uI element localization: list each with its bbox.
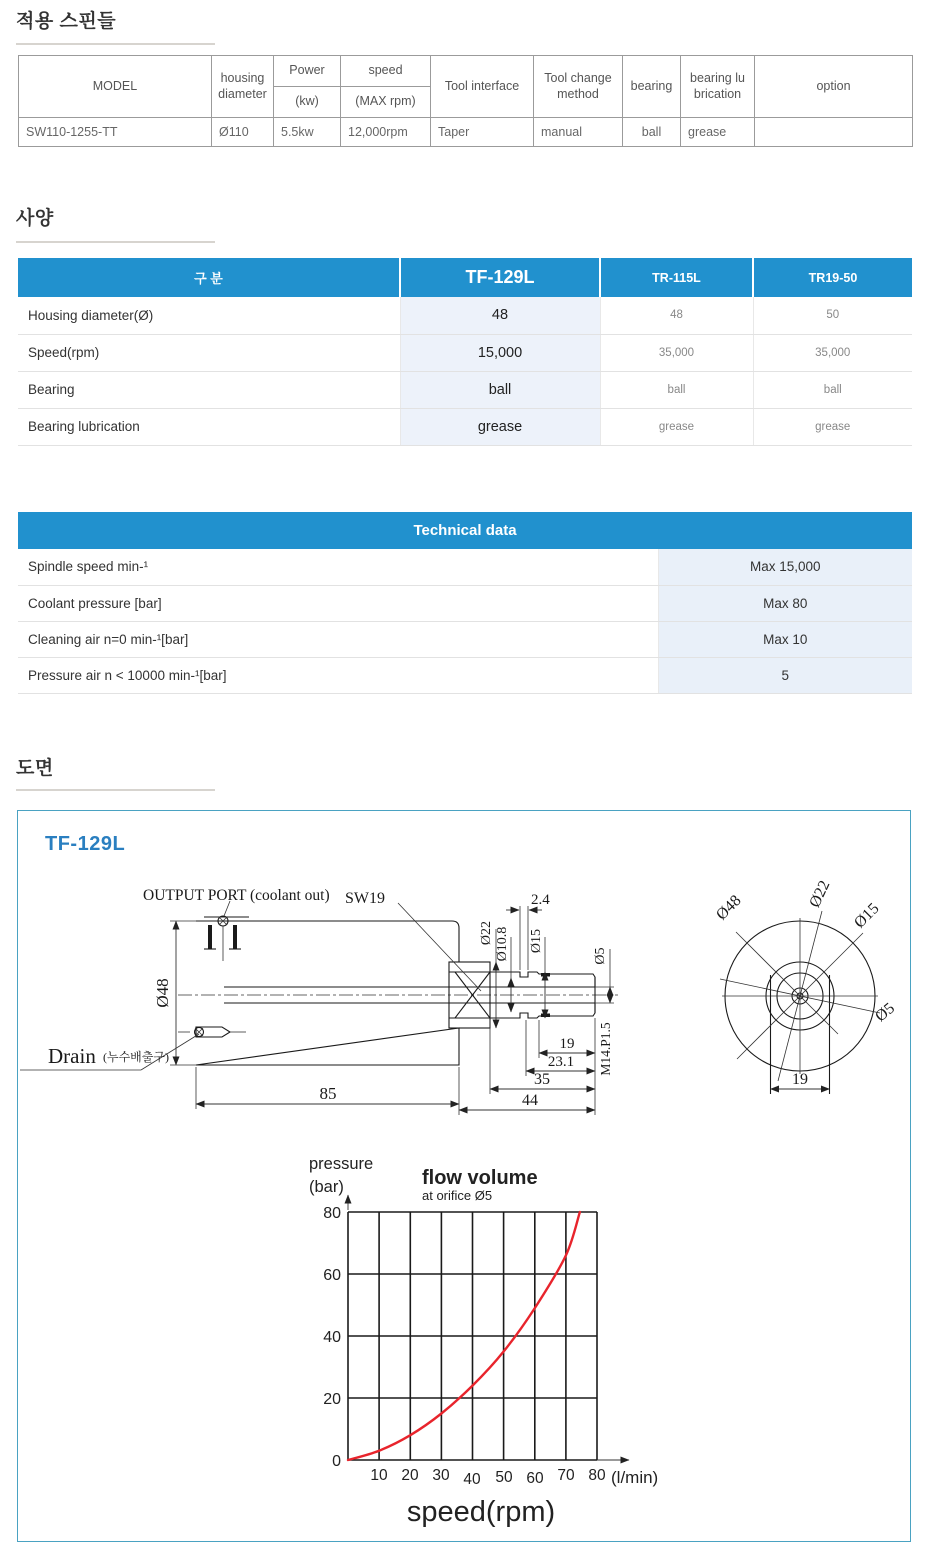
- x-tick: 20: [401, 1467, 419, 1484]
- cell-tool-change: manual: [534, 118, 623, 147]
- leader-d48: [736, 932, 838, 1034]
- dim-text-23-1: 23.1: [547, 1054, 575, 1070]
- spec-header-tr19-50: TR19-50: [753, 258, 912, 297]
- spec-tr19-value: grease: [753, 408, 912, 445]
- front-dim-d22: Ø22: [806, 878, 834, 911]
- col-header-bearing: bearing: [623, 56, 681, 118]
- chart-title: flow volume: [422, 1167, 538, 1189]
- spec-label: Housing diameter(Ø): [18, 297, 400, 334]
- flow-volume-chart: [309, 1155, 658, 1528]
- spec-tr19-value: 50: [753, 297, 912, 334]
- spec-label: Speed(rpm): [18, 334, 400, 371]
- model-table-row: [19, 118, 913, 147]
- spec-header-label: 구 분: [18, 258, 400, 297]
- col-header-tool-interface: Tool interface: [431, 56, 534, 118]
- col-header-speed-unit: (MAX rpm): [341, 87, 431, 118]
- tech-label: Spindle speed min-¹: [18, 549, 658, 585]
- spec-label: Bearing: [18, 371, 400, 408]
- y-tick: 20: [323, 1391, 341, 1408]
- spec-row-speed: [18, 334, 912, 371]
- spec-row-bearing: [18, 371, 912, 408]
- x-tick: 80: [588, 1467, 606, 1484]
- technical-row-coolant-pressure: [18, 585, 912, 621]
- port-bolt: [233, 925, 237, 949]
- section-title-specs: 사양: [16, 208, 54, 229]
- thread-groove: [541, 973, 550, 977]
- chart-subtitle: at orifice Ø5: [422, 1188, 493, 1203]
- dim-text-d15: Ø15: [529, 928, 544, 954]
- drawing-model-label: TF-129L: [45, 833, 126, 855]
- section-divider: [16, 43, 215, 45]
- chart-grid: [348, 1212, 597, 1460]
- spec-tr115-value: ball: [600, 371, 753, 408]
- technical-row-spindle-speed: [18, 549, 912, 585]
- sw19-label: SW19: [345, 890, 385, 907]
- col-header-power-unit: (kw): [274, 87, 341, 118]
- technical-row-cleaning-air: [18, 621, 912, 657]
- y-tick: 60: [323, 1267, 341, 1284]
- spec-tr19-value: ball: [753, 371, 912, 408]
- cell-option: [755, 118, 913, 147]
- col-header-housing-diameter: housing diameter: [212, 56, 274, 118]
- cell-housing: Ø110: [212, 118, 274, 147]
- x-tick: 50: [495, 1469, 513, 1486]
- technical-data-table: [18, 512, 912, 694]
- dim-text-19: 19: [559, 1036, 575, 1052]
- spec-tr115-value: 48: [600, 297, 753, 334]
- drawing-panel: [17, 810, 911, 1542]
- thread-spec-label: M14.P1.5: [598, 1022, 613, 1076]
- col-header-speed: speed: [341, 56, 431, 87]
- dim-text-44: 44: [522, 1092, 538, 1109]
- cell-speed: 12,000rpm: [341, 118, 431, 147]
- section-divider: [16, 241, 215, 243]
- x-tick: 30: [432, 1467, 450, 1484]
- side-view: [20, 887, 618, 1115]
- technical-row-pressure-air: [18, 657, 912, 693]
- x-tick: 60: [526, 1470, 544, 1487]
- dim-text-2-4: 2.4: [531, 892, 550, 908]
- spec-row-housing-diameter: [18, 297, 912, 334]
- technical-drawing: [18, 811, 910, 1541]
- front-dim-19: 19: [792, 1071, 808, 1088]
- thread-groove: [541, 1014, 550, 1018]
- section-divider: [16, 789, 215, 791]
- spec-tr19-value: 35,000: [753, 334, 912, 371]
- cell-bearing: ball: [623, 118, 681, 147]
- tech-label: Pressure air n < 10000 min-¹[bar]: [18, 657, 658, 693]
- dim-text-d22: Ø22: [479, 920, 494, 946]
- tech-value: 5: [658, 657, 912, 693]
- col-header-power: Power: [274, 56, 341, 87]
- x-axis-label: speed(rpm): [406, 1496, 556, 1528]
- spec-row-bearing-lubrication: [18, 408, 912, 445]
- dim-text-d10-8: Ø10.8: [495, 926, 510, 962]
- spec-tf-value: grease: [400, 408, 600, 445]
- tech-label: Cleaning air n=0 min-¹[bar]: [18, 621, 658, 657]
- col-header-bearing-lubrication: bearing lu brication: [681, 56, 755, 118]
- spec-tf-value: 15,000: [400, 334, 600, 371]
- cell-bearing-lub: grease: [681, 118, 755, 147]
- tech-value: Max 80: [658, 585, 912, 621]
- spec-table: [18, 258, 912, 446]
- dim-text-d5: Ø5: [593, 947, 608, 965]
- sw19-leader: [398, 903, 481, 991]
- x-unit-label: (l/min): [611, 1468, 659, 1487]
- y-tick: 40: [323, 1329, 341, 1346]
- tech-value: Max 15,000: [658, 549, 912, 585]
- port-bolt: [208, 925, 212, 949]
- col-header-option: option: [755, 56, 913, 118]
- y-axis-label-line1: pressure: [309, 1155, 374, 1173]
- section-title-drawing: 도면: [16, 758, 54, 779]
- spec-tr115-value: 35,000: [600, 334, 753, 371]
- front-dim-d5: Ø5: [872, 999, 899, 1026]
- spec-tf-value: ball: [400, 371, 600, 408]
- drain-label: Drain: [48, 1044, 96, 1068]
- spec-header-tr115l: TR-115L: [600, 258, 753, 297]
- drain-label-kr: (누수배출구): [103, 1050, 169, 1064]
- x-tick: 10: [370, 1467, 388, 1484]
- front-dim-d48: Ø48: [713, 892, 745, 924]
- dim-text-85: 85: [319, 1084, 337, 1103]
- col-header-model: MODEL: [19, 56, 212, 118]
- front-dim-d15: Ø15: [851, 900, 883, 932]
- technical-header-row: [18, 512, 912, 549]
- spec-tr115-value: grease: [600, 408, 753, 445]
- output-port-label: OUTPUT PORT (coolant out): [143, 887, 330, 904]
- front-view: [713, 878, 898, 1094]
- dim-text-d48: Ø48: [153, 978, 172, 1008]
- cell-tool-interface: Taper: [431, 118, 534, 147]
- y-tick: 80: [323, 1205, 341, 1222]
- model-table-header-row-1: [19, 56, 913, 87]
- x-tick: 40: [463, 1471, 481, 1488]
- spec-tf-value: 48: [400, 297, 600, 334]
- cell-model: SW110-1255-TT: [19, 118, 212, 147]
- model-table: [18, 55, 913, 147]
- y-axis-label-line2: (bar): [309, 1178, 344, 1196]
- y-tick: 0: [332, 1453, 341, 1470]
- spec-label: Bearing lubrication: [18, 408, 400, 445]
- spec-header-tf129l: TF-129L: [400, 258, 600, 297]
- technical-header: Technical data: [18, 512, 912, 549]
- section-title-applied-spindles: 적용 스핀들: [16, 11, 117, 32]
- x-tick: 70: [557, 1467, 575, 1484]
- col-header-tool-change-method: Tool change method: [534, 56, 623, 118]
- spec-table-header-row: [18, 258, 912, 297]
- cell-power: 5.5kw: [274, 118, 341, 147]
- dim-text-35: 35: [534, 1071, 550, 1088]
- tech-label: Coolant pressure [bar]: [18, 585, 658, 621]
- tech-value: Max 10: [658, 621, 912, 657]
